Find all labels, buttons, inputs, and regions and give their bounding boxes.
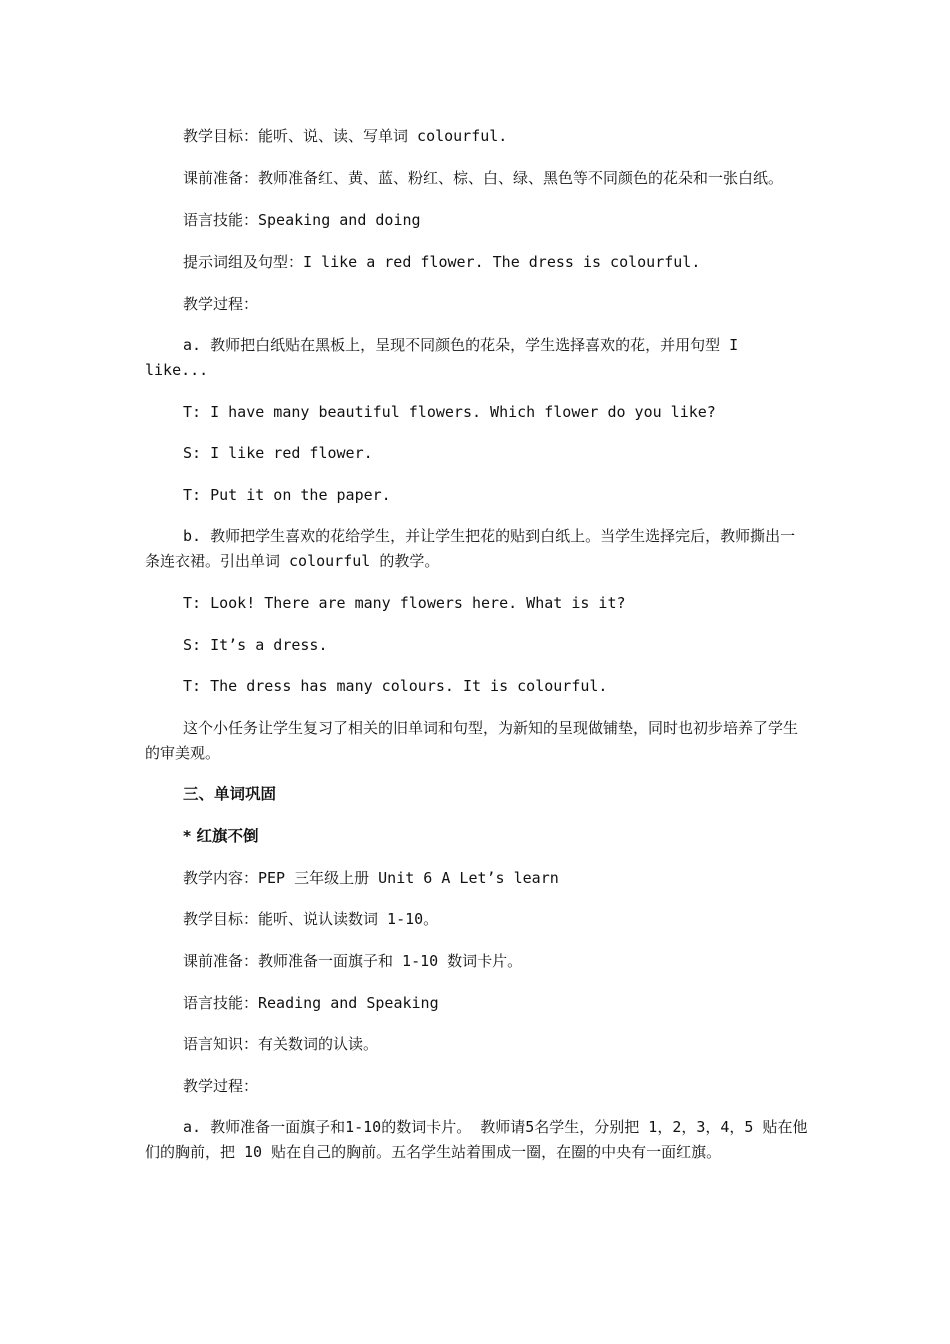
skill-line: 语言技能：Speaking and doing xyxy=(183,211,421,229)
content-line: 教学内容：PEP 三年级上册 Unit 6 A Let’s learn xyxy=(183,869,559,887)
dialogue-line: T: Put it on the paper. xyxy=(183,486,391,504)
dialogue-line: T: Look! There are many flowers here. What is it? xyxy=(183,594,626,612)
knowledge-line: 语言知识：有关数词的认读。 xyxy=(183,1035,379,1053)
summary-paragraph: 这个小任务让学生复习了相关的旧单词和句型，为新知的呈现做铺垫，同时也初步培养了学生的审美观。 xyxy=(145,719,799,762)
step-a-paragraph: a. 教师准备一面旗子和1-10的数词卡片。 教师请5名学生，分别把 1，2，3，4，5 贴在他们的胸前，把 10 贴在自己的胸前。五名学生站着围成一圈，在圈的中央有一面红旗。 xyxy=(145,1118,808,1161)
hint-sentence-line: 提示词组及句型：I like a red flower. The dress is colourful. xyxy=(183,253,701,271)
step-a-paragraph: a. 教师把白纸贴在黑板上，呈现不同颜色的花朵，学生选择喜欢的花，并用句型 I like... xyxy=(145,336,739,379)
dialogue-line: S: It’s a dress. xyxy=(183,636,328,654)
dialogue-line: T: The dress has many colours. It is colourful. xyxy=(183,677,608,695)
procedure-heading: 教学过程： xyxy=(183,1077,259,1095)
preparation-line: 课前准备：教师准备一面旗子和 1-10 数词卡片。 xyxy=(183,952,523,970)
preparation-line: 课前准备：教师准备红、黄、蓝、粉红、棕、白、绿、黑色等不同颜色的花朵和一张白纸。 xyxy=(183,169,784,187)
section-heading: 三、单词巩固 xyxy=(183,785,277,803)
skill-line: 语言技能：Reading and Speaking xyxy=(183,994,439,1012)
objective-line: 教学目标：能听、说认读数词 1-10。 xyxy=(183,910,439,928)
dialogue-line: S: I like red flower. xyxy=(183,444,373,462)
step-b-paragraph: b. 教师把学生喜欢的花给学生，并让学生把花的贴到白纸上。当学生选择完后，教师撕出一条连衣裙。引出单词 colourful 的教学。 xyxy=(145,527,796,570)
objective-line: 教学目标：能听、说、读、写单词 colourful. xyxy=(183,127,508,145)
procedure-heading: 教学过程： xyxy=(183,295,259,313)
activity-title: * 红旗不倒 xyxy=(183,827,259,845)
dialogue-line: T: I have many beautiful flowers. Which flower do you like? xyxy=(183,403,716,421)
